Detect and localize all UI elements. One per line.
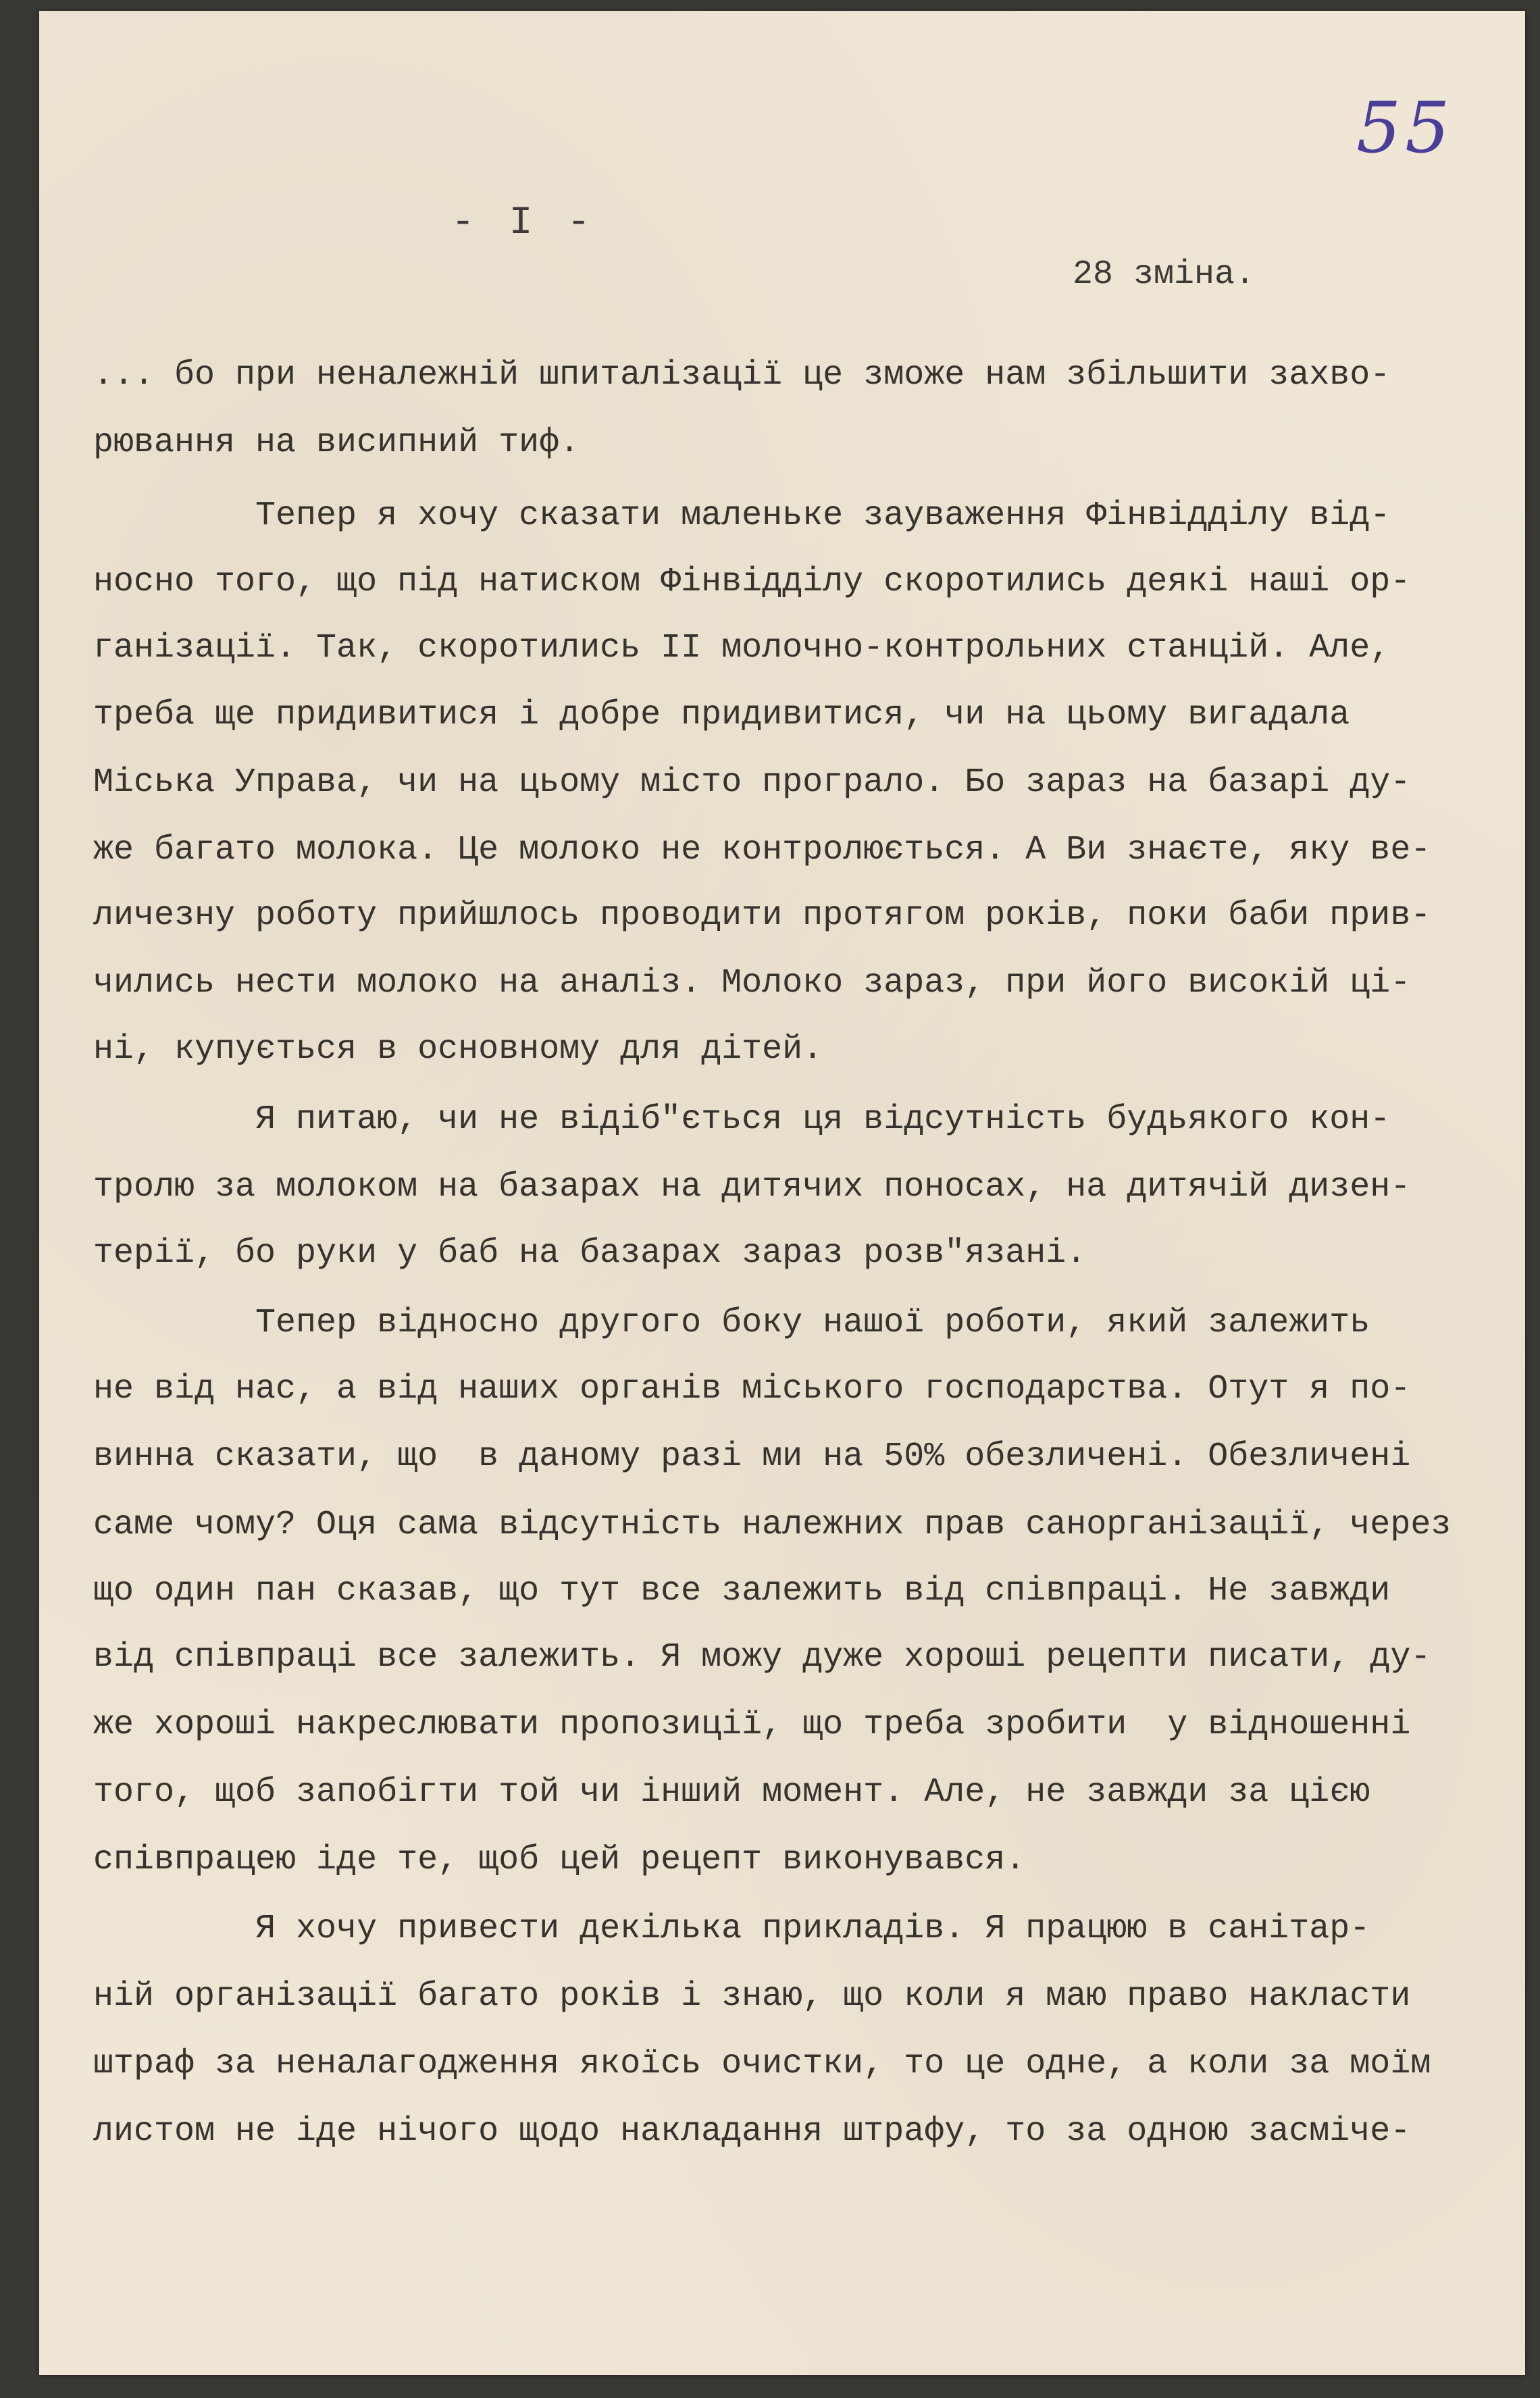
text-line: листом не іде нічого щодо накладання штрафу, то за одною засміче- [93, 2112, 1411, 2151]
text-line: саме чому? Оця сама відсутність належних прав санорганізації, через [93, 1506, 1452, 1544]
text-line: Тепер я хочу сказати маленьке зауваження Фінвідділу від- [93, 496, 1391, 535]
text-line: не від нас, а від наших органів міського господарства. Отут я по- [93, 1370, 1411, 1408]
text-line: же багато молока. Це молоко не контролюється. А Ви знаєте, яку ве- [93, 831, 1431, 869]
text-line: Тепер відносно другого боку нашої роботи, який залежить [93, 1304, 1370, 1342]
text-line: ній організації багато років і знаю, що коли я маю право накласти [93, 1977, 1411, 2016]
text-line: носно того, що під натиском Фінвідділу скоротились деякі наші ор- [93, 563, 1411, 601]
text-line: чились нести молоко на аналіз. Молоко зараз, при його високій ці- [93, 964, 1411, 1002]
text-line: від співпраці все залежить. Я можу дуже хороші рецепти писати, ду- [93, 1638, 1431, 1677]
date-heading: 28 зміна. [1073, 255, 1256, 294]
text-line: личезну роботу прийшлось проводити протягом років, поки баби прив- [93, 896, 1431, 935]
text-line: що один пан сказав, що тут все залежить від співпраці. Не завжди [93, 1572, 1391, 1610]
text-line: Міська Управа, чи на цьому місто програло. Бо зараз на базарі ду- [93, 763, 1411, 802]
text-line: ... бо при неналежній шпиталізації це зможе нам збільшити захво- [93, 356, 1391, 394]
text-line: співпрацею іде те, щоб цей рецепт виконувався. [93, 1841, 1026, 1879]
text-line: треба ще придивитися і добре придивитися, чи на цьому вигадала [93, 696, 1350, 734]
text-line: штраф за неналагодження якоїсь очистки, то це одне, а коли за моїм [93, 2045, 1431, 2083]
text-line: рювання на висипний тиф. [93, 424, 580, 462]
text-line: ганізації. Так, скоротились II молочно-контрольних станцій. Але, [93, 629, 1391, 667]
text-line: же хороші накреслювати пропозиції, що треба зробити у відношенні [93, 1706, 1411, 1744]
text-line: терії, бо руки у баб на базарах зараз розв"язані. [93, 1234, 1087, 1273]
text-line: винна сказати, що в даному разі ми на 50% обезличені. Обезличені [93, 1437, 1411, 1476]
text-line: Я хочу привести декілька прикладів. Я працюю в санітар- [93, 1910, 1370, 1948]
folio-number: 55 [1356, 86, 1454, 169]
text-line: того, щоб запобігти той чи інший момент. Але, не завжди за цією [93, 1773, 1370, 1812]
document-page [39, 11, 1525, 2375]
page-number: - I - [451, 201, 596, 245]
text-line: ні, купується в основному для дітей. [93, 1030, 823, 1069]
text-line: Я питаю, чи не відіб"ється ця відсутність будьякого кон- [93, 1100, 1391, 1139]
text-line: тролю за молоком на базарах на дитячих поносах, на дитячій дизен- [93, 1168, 1411, 1206]
